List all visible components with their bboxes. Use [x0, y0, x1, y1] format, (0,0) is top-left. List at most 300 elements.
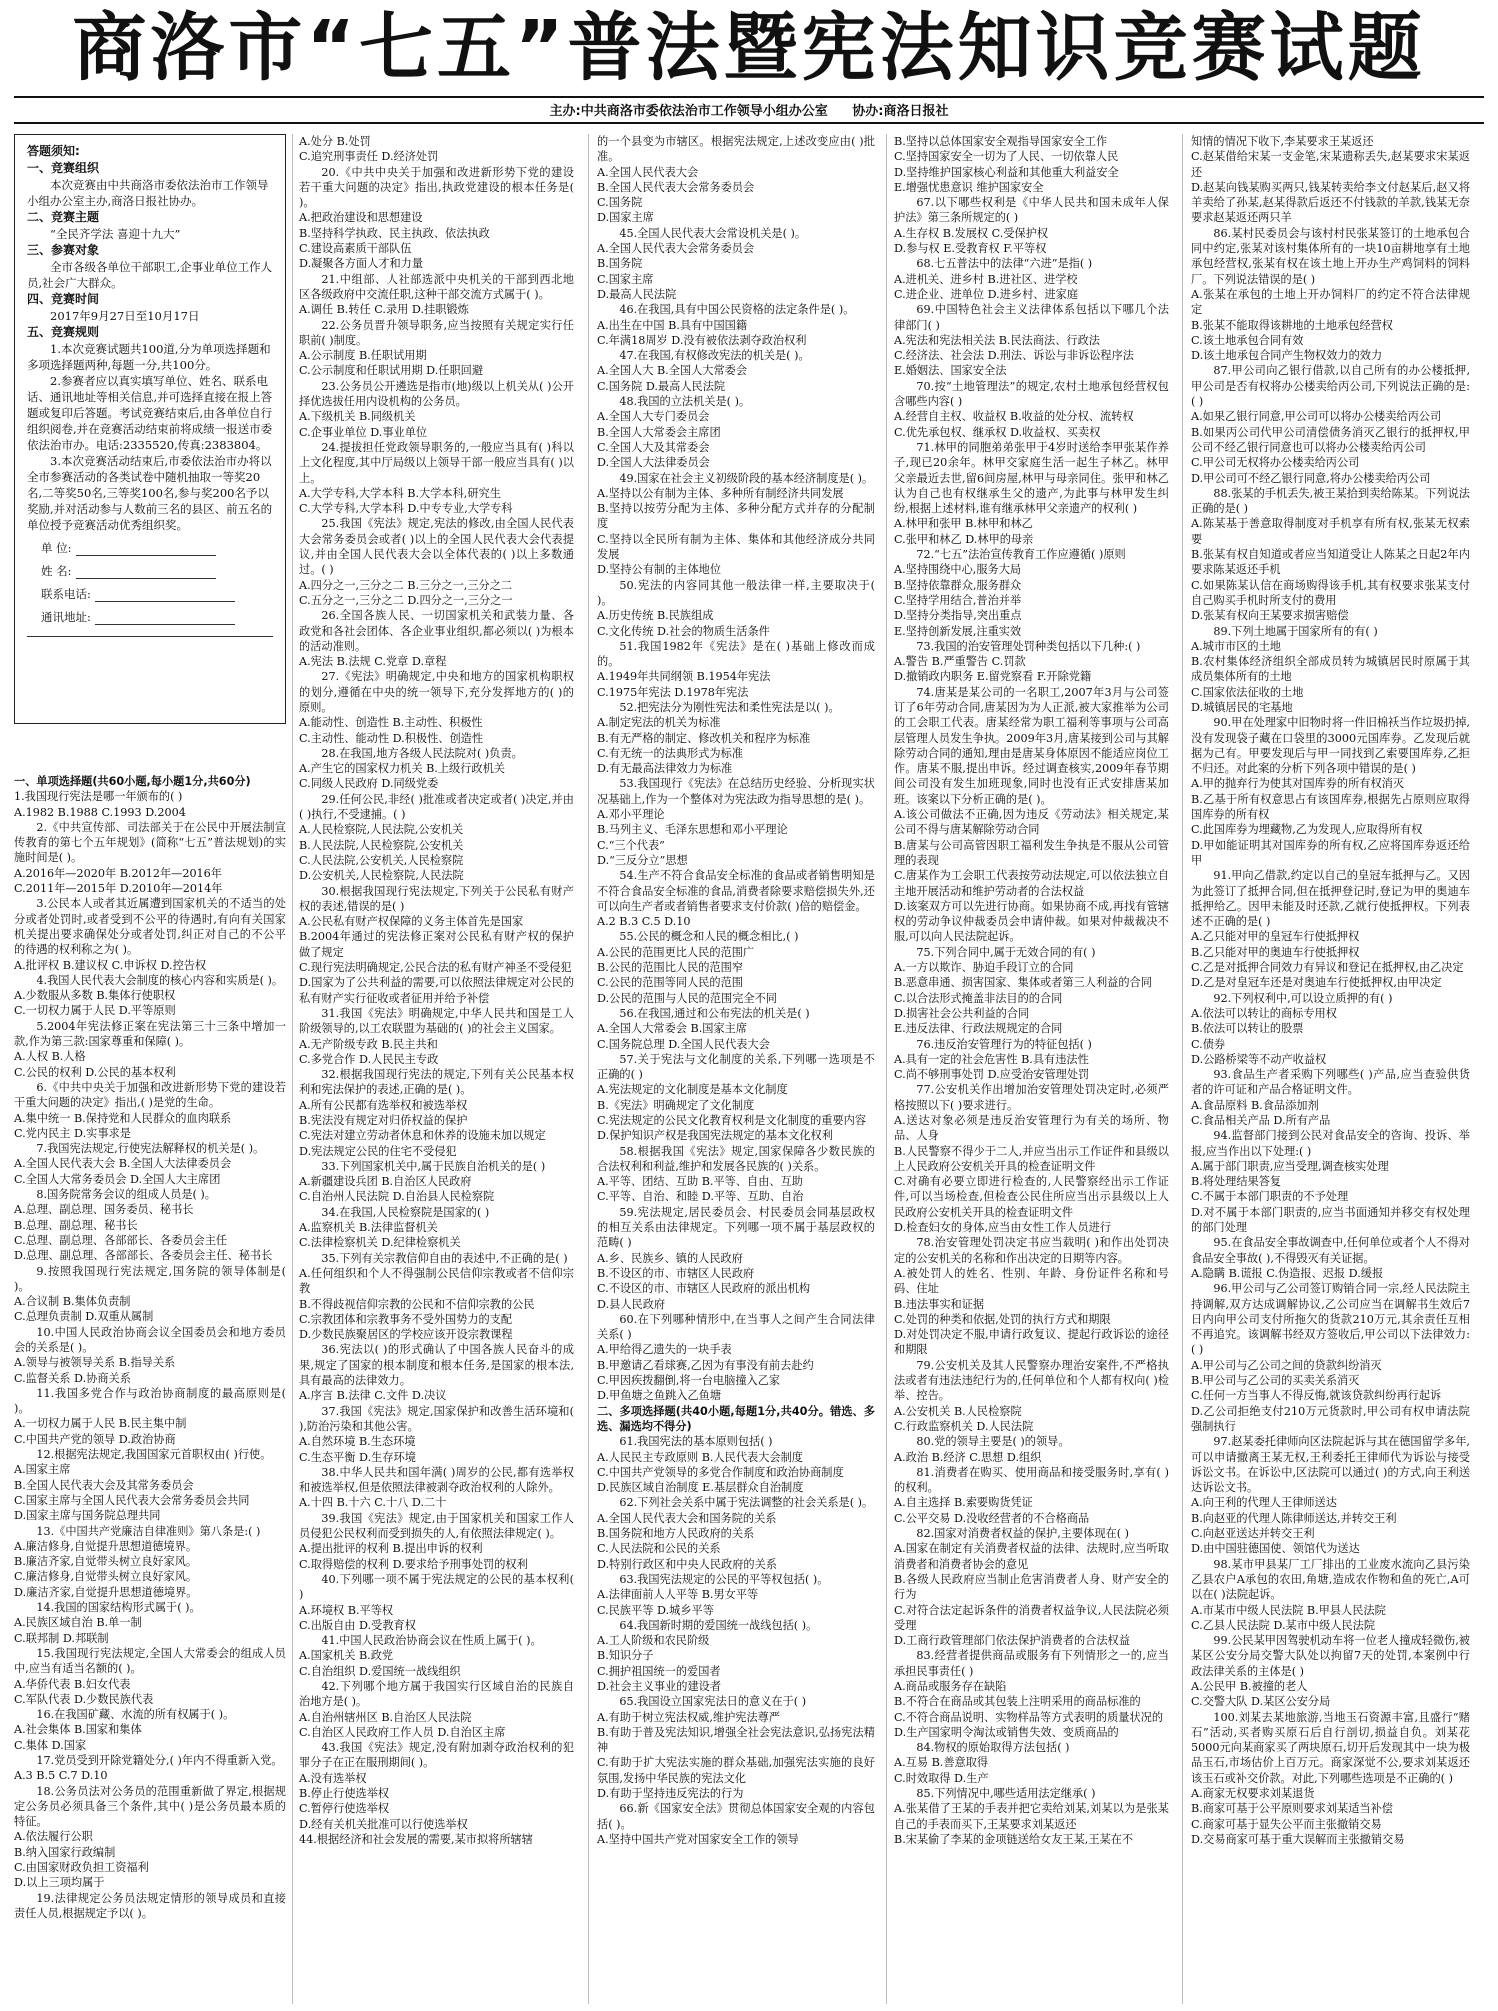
question-line: A.把政治建设和思想建设: [299, 211, 423, 225]
question-line: D.甲公司可不经乙银行同意,将办公楼卖给丙公司: [1191, 471, 1431, 485]
question-line: C.尚不够刑事处罚 D.应受治安管理处罚: [894, 1068, 1090, 1082]
question-line: C.建设高素质干部队伍: [299, 242, 412, 256]
question-line: 42.下列哪个地方属于我国实行区域自治的民族自治地方是( )。: [299, 1679, 574, 1709]
phone-blank[interactable]: [95, 589, 235, 602]
question-line: C.行政监察机关 D.人民法院: [894, 1419, 1034, 1433]
question-line: 51.我国1982年《宪法》是在( )基础上修改而成的。: [597, 639, 875, 669]
question-line: C.中国共产党领导的多党合作制度和政治协商制度: [597, 1465, 844, 1479]
question-line: 23.公务员公开遴选是指市(地)级以上机关从( )公开择优选拔任用内设机构的公务员。: [299, 379, 574, 409]
question-line: A.具有一定的社会危害性 B.具有违法性: [894, 1052, 1089, 1066]
question-line: 78.治安管理处罚决定书应当载明( )和作出处罚决定的公安机关的名称和作出决定的日期等内容。: [894, 1236, 1169, 1265]
question-line: A.如果乙银行同意,甲公司可以将办公楼卖给丙公司: [1191, 410, 1442, 424]
question-line: 2.《中共宣传部、司法部关于在公民中开展法制宣传教育的第七个五年规划》(简称“七五”普法规划)的实施时间是( )。: [14, 820, 286, 865]
question-line: B.全国人民代表大会常务委员会: [597, 180, 755, 194]
question-line: A.提出批评的权利 B.提出申诉的权利: [299, 1542, 483, 1556]
question-line: 97.赵某委托律师向区法院起诉与其在德国留学多年,可以申请撤离王某无权,王利委托王律师代为诉讼与接受诉讼文书。在诉讼中,区法院可以通过( )的方式,向王利送达诉讼文书。: [1191, 1435, 1470, 1495]
question-line: D.最高人民法院: [597, 287, 677, 301]
question-line: B.纳入国家行政编制: [14, 1845, 116, 1859]
question-line: A.国家在制定有关消费者权益的法律、法规时,应当听取消费者和消费者协会的意见: [894, 1542, 1169, 1571]
question-line: 35.下列有关宗教信仰自由的表述中,不正确的是( ): [321, 1251, 568, 1265]
question-line: B.全国人民代表大会及其常务委员会: [14, 1478, 194, 1492]
phone-field[interactable]: [41, 586, 273, 602]
address-blank-extra[interactable]: [27, 635, 273, 637]
question-line: A.少数服从多数 B.集体行使职权: [14, 989, 176, 1003]
question-line: A.自治州辖州区 B.自治区人民法院: [299, 1710, 472, 1724]
question-line: 56.在我国,通过和公布宪法的机关是( ): [619, 1006, 810, 1020]
column-3: [597, 134, 875, 2004]
question-line: C.坚持国家安全一切为了人民、一切依靠人民: [894, 150, 1119, 164]
question-line: A.城市市区的土地: [1191, 639, 1281, 653]
question-line: D.工商行政管理部门依法保护消费者的合法权益: [894, 1634, 1130, 1648]
question-line: C.年满18周岁 D.没有被依法剥夺政治权利: [597, 333, 807, 347]
question-line: A.全国人大专门委员会: [597, 410, 710, 424]
question-line: 91.甲向乙借款,约定以自己的皇冠车抵押与乙。又因为此签订了抵押合同,但在抵押登记时,登记为甲的奥迪车抵押给乙。因甲未能及时还款,乙就行使抵押权。下列表述不正确的是( ): [1191, 869, 1470, 929]
question-line: C.全国人大常务委员会 D.全国人大主席团: [14, 1172, 221, 1186]
question-line: C.张甲和林乙 D.林甲的母亲: [894, 532, 1034, 546]
question-line: A.全国人大 B.全国人大常委会: [597, 364, 748, 378]
question-line: A.甲的抛弃行为使其对国库券的所有权消灭: [1191, 777, 1405, 791]
question-line: D.坚持维护国家核心利益和其他重大利益安全: [894, 165, 1119, 179]
question-line: 10.中国人民政治协商会议全国委员会和地方委员会的关系是( )。: [14, 1325, 286, 1354]
question-line: 39.我国《宪法》规定,由于国家机关和国家工作人员侵犯公民权利而受到损失的人,有依照法律规定( )。: [299, 1511, 574, 1541]
question-line: 36.宪法以( )的形式确认了中国各族人民奋斗的成果,规定了国家的根本制度和根本任务,是国家的根本法,具有最高的法律效力。: [299, 1343, 574, 1388]
question-line: 65.我国设立国家宪法日的意义在于( ): [619, 1695, 807, 1709]
question-line: B.不符合在商品或其包装上注明采用的商品标准的: [894, 1695, 1141, 1709]
question-line: D.公安机关,人民检察院,人民法院: [299, 869, 464, 883]
question-line: C.自治州人民法院 D.自治县人民检察院: [299, 1190, 495, 1204]
question-line: 46.在我国,具有中国公民资格的法定条件是( )。: [619, 303, 855, 317]
question-line: A.宪法和宪法相关法 B.民法商法、行政法: [894, 333, 1100, 347]
question-line: 3.公民本人或者其近属遭到国家机关的不适当的处分或者处罚时,或者受到不公平的待遇时,有向有关国家机关提出要求确保处分或者处罚,纠正对自己的不公平的待遇的权利称之为( )。: [14, 897, 286, 957]
question-line: 82.国家对消费者权益的保护,主要体现在( ): [916, 1527, 1130, 1541]
question-line: A.廉洁修身,自觉提升思想道德境界。: [14, 1539, 198, 1553]
question-line: 62.下列社会关系中属于宪法调整的社会关系是( )。: [619, 1496, 874, 1510]
question-line: D.有无最高法律效力为标准: [597, 762, 733, 776]
question-line: C.坚持以全民所有制为主体、集体和其他经济成分共同发展: [597, 532, 875, 562]
question-line: 59.宪法规定,居民委员会、村民委员会同基层政权的相互关系由法律规定。下列哪一项不属于基层政权的范畴( ): [597, 1205, 875, 1250]
question-line: D.坚持分类指导,突出重点: [894, 609, 1022, 623]
question-line: 11.我国多党合作与政治协商制度的最高原则是( )。: [14, 1386, 286, 1416]
unit-blank[interactable]: [76, 543, 216, 556]
question-line: 17.党员受到开除党籍处分,( )年内不得重新入党。: [36, 1754, 283, 1767]
question-line: C.一切权力属于人民 D.平等原则: [14, 1004, 176, 1018]
phone-label: 联系电话:: [41, 587, 91, 601]
question-line: A.大学专科,大学本科 B.大学本科,研究生: [299, 486, 501, 500]
name-field[interactable]: [41, 563, 273, 579]
question-line: A.自然环境 B.生态环境: [299, 1435, 416, 1449]
question-line: 22.公务员晋升领导职务,应当按照有关规定实行任职前( )制度。: [299, 318, 574, 347]
question-line: A.公民的范围更比人民的范围广: [597, 945, 755, 959]
question-line: 的一个县变为市辖区。根据宪法规定,上述改变应由( )批准。: [597, 135, 875, 164]
question-line: C.公民的范围等同人民的范围: [597, 976, 743, 990]
question-line: 95.在食品安全事故调查中,任何单位或者个人不得对食品安全事故( ),不得毁灭有关证据。: [1191, 1236, 1470, 1265]
question-line: C.多党合作 D.人民民主专政: [299, 1052, 439, 1066]
question-line: A.依法履行公职: [14, 1830, 93, 1844]
question-line: B.甲邀请乙看球赛,乙因为有事没有前去赴约: [597, 1358, 814, 1372]
question-line: A.属于部门职责,应当受理,调查核实处理: [1191, 1159, 1389, 1173]
question-line: 28.在我国,地方各级人民法院对( )负责。: [321, 746, 523, 760]
question-line: C.坚持学用结合,普治并举: [894, 593, 1022, 607]
question-line: C.由国家财政负担工资福利: [14, 1861, 149, 1875]
question-line: 41.中国人民政治协商会议在性质上属于( )。: [321, 1634, 542, 1648]
question-line: B.全国人大常委会主席团: [597, 425, 721, 439]
question-line: 27.《宪法》明确规定,中央和地方的国家机构职权的划分,遵循在中央的统一领导下,充分发挥地方的( )的原则。: [299, 670, 574, 714]
question-line: A.坚持以公有制为主体、多种所有制经济共同发展: [597, 486, 844, 500]
question-line: D.交易商家可基于重大误解而主张撤销交易: [1191, 1832, 1405, 1846]
question-line: A.序言 B.法律 C.文件 D.决议: [299, 1389, 447, 1403]
address-field[interactable]: [41, 609, 273, 625]
question-line: A.林甲和张甲 B.林甲和林乙: [894, 517, 1033, 531]
question-line: B.国务院: [597, 257, 643, 271]
question-line: 48.我国的立法机关是( )。: [619, 395, 751, 409]
question-line: 88.张某的手机丢失,被王某拾到卖给陈某。下列说法正确的是( ): [1191, 486, 1470, 516]
question-line: B.恶意串通、损害国家、集体或者第三人利益的合同: [894, 976, 1152, 990]
question-line: C.时效取得 D.生产: [894, 1771, 989, 1785]
question-line: B.农村集体经济组织全部成员转为城镇居民时原属于其成员集体所有的土地: [1191, 655, 1470, 684]
question-line: A.商家无权要求刘某退货: [1191, 1787, 1315, 1801]
name-label: 姓 名:: [41, 564, 72, 578]
question-line: A.华侨代表 B.妇女代表: [14, 1677, 131, 1691]
question-line: A.全国人民代表大会: [597, 165, 699, 179]
question-line: A.十四 B.十六 C.十八 D.二十: [299, 1496, 447, 1510]
question-line: A.所有公民都有选举权和被选举权: [299, 1098, 468, 1112]
question-line: A.一方以欺诈、胁迫手段订立的合同: [894, 961, 1074, 975]
question-line: C.总理负责制 D.双重从属制: [14, 1310, 154, 1324]
question-line: A.乡、民族乡、镇的人民政府: [597, 1251, 743, 1265]
question-line: 32.根据我国现行宪法的规定,下列有关公民基本权利和宪法保护的表述,正确的是( )。: [299, 1068, 574, 1097]
rule-2: 2.参赛者应以真实填写单位、姓名、联系电话、通讯地址等相关信息,并可选择直接在报上答题或复印后答题。考试竞赛结束后,由各单位自行组织阅卷,并在竞赛活动结束前将成绩一报送市委依法治市办。电话:2335520,传真:2383804。: [27, 374, 273, 452]
question-line: 14.我国的国家结构形式属于( )。: [36, 1601, 201, 1615]
question-line: 89.下列土地属于国家所有的有( ): [1213, 624, 1378, 638]
question-line: 33.下列国家机关中,属于民族自治机关的是( ): [321, 1159, 546, 1173]
address-blank[interactable]: [95, 612, 235, 625]
question-line: E.违反法律、行政法规规定的合同: [894, 1022, 1063, 1036]
question-line: 40.下列哪一项不属于宪法规定的公民的基本权利( ): [299, 1572, 574, 1602]
question-line: A.无产阶级专政 B.民主共和: [299, 1037, 438, 1051]
question-line: C.赵某借给宋某一支金笔,宋某遗称丢失,赵某要求宋某返还: [1191, 150, 1470, 179]
question-line: 13.《中国共产党廉洁自律准则》第八条是:( ): [36, 1524, 261, 1538]
question-line: C.处罚的种类和依据,处罚的执行方式和期限: [894, 1312, 1111, 1326]
question-line: C.现行宪法明确规定,公民合法的私有财产神圣不受侵犯: [299, 961, 572, 975]
question-line: 7.我国宪法规定,行使宪法解释权的机关是( )。: [36, 1142, 265, 1156]
question-line: A.产生它的国家权力机关 B.上级行政机关: [299, 762, 505, 776]
header-rule-bottom: [14, 122, 1484, 124]
question-line: A.全国人民代表大会和国务院的关系: [597, 1511, 777, 1525]
question-line: 76.违反治安管理行为的特征包括( ): [916, 1037, 1092, 1051]
question-line: C.主动性、能动性 D.积极性、创造性: [299, 731, 484, 745]
question-line: C.食品相关产品 D.所有产品: [1191, 1114, 1331, 1127]
question-line: C.乙是对抵押合同效力有异议和登记在抵押权,由乙决定: [1191, 961, 1464, 975]
question-line: A.公示制度 B.任职试用期: [299, 349, 427, 363]
question-line: 75.下列合同中,属于无效合同的有( ): [916, 945, 1096, 959]
question-line: C.“三个代表”: [597, 838, 665, 852]
question-line: 1.我国现行宪法是哪一年颁布的( ): [14, 790, 183, 804]
question-line: 79.公安机关及其人民警察办理治安案件,不严格执法或者有违法违纪行为的,任何单位和个人都有权向( )检举、控告。: [894, 1358, 1169, 1403]
question-line: B.张某不能取得该耕地的土地承包经营权: [1191, 318, 1393, 332]
question-line: C.民族平等 D.城乡平等: [597, 1603, 714, 1617]
question-line: E.坚持创新发展,注重实效: [894, 624, 1022, 638]
question-line: A.1949年共同纲领 B.1954年宪法: [597, 670, 771, 684]
question-line: A.人权 B.人格: [14, 1050, 86, 1064]
question-line: B.公民的范围比人民的范围窄: [597, 961, 744, 975]
question-line: A.出生在中国 B.具有中国国籍: [597, 318, 748, 332]
question-line: D.赵某向钱某购买两只,钱某转卖给李文付赵某后,赵又将羊卖给了孙某,赵某得款后返还不付钱款的羊款,钱某无奈要求赵某返还两只羊: [1191, 180, 1470, 225]
question-line: C.廉洁修身,自觉带头树立良好家风。: [14, 1570, 198, 1584]
question-line: C.对确有必要立即进行检查的,人民警察经出示工作证件,可以当场检查,但检查公民住所应当出示县级以上人民政府公安机关开具的检查证明文件: [894, 1175, 1169, 1219]
question-line: 99.公民某甲因驾驶机动车将一位老人撞成轻微伤,被某区公安分局交警大队处以拘留7天的处罚,本案例中行政法律关系的主体是( ): [1191, 1634, 1470, 1678]
question-line: A.甲公司与乙公司之间的贷款纠纷消灭: [1191, 1358, 1382, 1372]
question-line: 知情的情况下收下,李某要求王某返还: [1191, 135, 1374, 148]
question-line: A.环境权 B.平等权: [299, 1603, 394, 1617]
question-line: C.如果陈某认信在商场购得该手机,其有权要求张某支付自己购买手机时所支付的费用: [1191, 578, 1470, 607]
question-line: B.总理、副总理、秘书长: [14, 1218, 138, 1232]
question-line: A.互易 B.善意取得: [894, 1756, 989, 1770]
question-line: D.乙是对皇冠车还是对奥迪车行使抵押权,由甲决定: [1191, 976, 1442, 990]
page-title: 商洛市“七五”普法暨宪法知识竞赛试题: [72, 5, 1426, 91]
question-line: D.县人民政府: [597, 1297, 666, 1311]
question-line: A.任何组织和个人不得强制公民信仰宗教或者不信仰宗教: [299, 1266, 574, 1296]
section-theme-heading: 二、竞赛主题: [27, 210, 100, 224]
question-line: A.全国人民代表大会 B.全国人大法律委员会: [14, 1157, 232, 1171]
question-line: C.公平交易 D.没收经营者的不合格商品: [894, 1511, 1090, 1525]
question-line: B.坚持以按劳分配为主体、多种分配方式并存的分配制度: [597, 502, 875, 531]
question-line: 55.公民的概念和人民的概念相比,( ): [619, 930, 799, 944]
question-line: 37.我国《宪法》规定,国家保护和改善生活环境和( ),防治污染和其他公害。: [299, 1404, 574, 1433]
question-line: D.生产国家明令淘汰或销售失效、变质商品的: [894, 1725, 1119, 1739]
question-line: C.公示制度和任职试用期 D.任职回避: [299, 364, 484, 378]
question-line: 20.《中共中央关于加强和改进新形势下党的建设若干重大问题的决定》指出,执政党建设的根本任务是( )。: [299, 165, 574, 210]
question-line: A.乙只能对甲的皇冠车行使抵押权: [1191, 930, 1360, 944]
section-time-text: 2017年9月27日至10月17日: [50, 309, 200, 323]
section-time-heading: 四、竞赛时间: [27, 292, 100, 306]
question-line: E.婚姻法、国家安全法: [894, 364, 1007, 378]
section-heading: 一、单项选择题(共60小题,每小题1分,共60分): [14, 775, 251, 788]
question-line: 50.宪法的内容同其他一般法律一样,主要取决于( )。: [597, 578, 875, 607]
question-line: 69.中国特色社会主义法律体系包括以下哪几个法律部门( ): [894, 303, 1169, 332]
question-line: C.国务院 D.最高人民法院: [597, 379, 726, 393]
question-line: 93.食品生产者采购下列哪些( )产品,应当查验供货者的许可证和产品合格证明文件。: [1191, 1068, 1470, 1097]
name-blank[interactable]: [76, 566, 216, 579]
question-line: 31.我国《宪法》明确规定,中华人民共和国是工人阶级领导的,以工农联盟为基础的( )的社会主义国家。: [299, 1006, 574, 1036]
question-line: D.甲如能证明其对国库券的所有权,乙应将国库券返还给甲: [1191, 838, 1470, 867]
question-line: A.民族区域自治 B.单一制: [14, 1616, 142, 1630]
question-line: D.该土地承包合同产生物权效力的效力: [1191, 349, 1383, 363]
question-line: A.一切权力属于人民 B.民主集中制: [14, 1417, 187, 1431]
question-line: C.拥护祖国统一的爱国者: [597, 1664, 721, 1678]
question-line: 70.按“土地管理法”的规定,农村土地承包经营权包含哪些内容( ): [894, 379, 1169, 409]
question-line: C.2011年—2015年 D.2010年—2014年: [14, 882, 223, 896]
header-rule-top: [14, 96, 1484, 98]
question-line: 64.我国新时期的爱国统一战线包括( )。: [619, 1618, 818, 1632]
section-theme-text: “全民齐学法 喜迎十九大”: [50, 227, 181, 241]
question-line: B.有助于普及宪法知识,增强全社会宪法意识,弘扬宪法精神: [597, 1725, 875, 1755]
question-line: D.国家主席: [597, 211, 654, 225]
question-line: A.食品原料 B.食品添加剂: [1191, 1098, 1319, 1112]
question-line: 90.甲在处理家中旧物时将一件旧棉袄当作垃圾扔掉,没有发现袋子藏在口袋里的3000元国库券。乙发现后就据为己有。甲要发现后与甲一同找到乙索要国库券,乙拒不归还。对此案的分析下列各项中错误的是( ): [1191, 716, 1470, 776]
question-line: C.商家可基于显失公平而主张撤销交易: [1191, 1817, 1382, 1831]
question-line: B.人民法院,人民检察院,公安机关: [299, 838, 464, 852]
question-line: D.特别行政区和中央人民政府的关系: [597, 1557, 777, 1571]
question-line: C.国家依法征收的土地: [1191, 685, 1304, 699]
question-line: 96.甲公司与乙公司签订购销合同一宗,经人民法院主持调解,双方达成调解协议,乙公司应当在调解书生效后7日内向甲公司支付所拖欠的货款210万元,其余责任互相不再追究。该调解书经双方签收后,甲公司以下法律效力:( ): [1191, 1282, 1470, 1357]
question-line: 8.国务院常务会议的组成人员是( )。: [36, 1188, 216, 1202]
question-line: B.如果丙公司代甲公司清偿债务消灭乙银行的抵押权,甲公司不经乙银行同意也可以将办公楼卖给丙公司: [1191, 425, 1470, 454]
question-line: D.城镇居民的宅基地: [1191, 700, 1293, 714]
question-line: A.甲给得乙遗失的一块手表: [597, 1343, 732, 1357]
question-line: D.全国人大法律委员会: [597, 456, 710, 470]
question-line: 67.以下哪些权利是《中华人民共和国未成年人保护法》第三条所规定的( ): [894, 196, 1169, 225]
question-line: C.交警大队 D.某区公安分局: [1191, 1695, 1331, 1709]
question-line: A.新疆建设兵团 B.自治区人民政府: [299, 1175, 472, 1189]
question-line: A.工人阶级和农民阶级: [597, 1634, 710, 1648]
question-line: 57.关于宪法与文化制度的关系,下列哪一选项是不正确的( ): [597, 1052, 875, 1082]
question-line: C.该土地承包合同有效: [1191, 333, 1304, 347]
question-line: 80.党的领导主要是( )的领导。: [916, 1435, 1070, 1449]
question-line: A.合议制 B.集体负责制: [14, 1295, 131, 1309]
question-line: 9.按照我国现行宪法规定,国务院的领导体制是( )。: [14, 1264, 286, 1293]
question-line: D.坚持公有制的主体地位: [597, 563, 722, 577]
question-line: D.检查妇女的身体,应当由女性工作人员进行: [894, 1221, 1112, 1235]
question-line: C.国务院: [597, 196, 643, 210]
question-line: A.1982 B.1988 C.1993 D.2004: [14, 805, 186, 819]
question-line: A.法律面前人人平等 B.男女平等: [597, 1588, 759, 1602]
question-line: C.军队代表 D.少数民族代表: [14, 1692, 154, 1706]
question-line: A.坚持围绕中心,服务大局: [894, 563, 1022, 577]
question-line: B.不设区的市、市辖区人民政府: [597, 1266, 755, 1280]
question-line: 60.在下列哪种情形中,在当事人之间产生合同法律关系( ): [597, 1312, 875, 1342]
question-line: B.《宪法》明确规定了文化制度: [597, 1098, 755, 1112]
question-line: C.法律检察机关 D.纪律检察机关: [299, 1236, 461, 1250]
question-line: D.总理、副总理、各部部长、各委员会主任、秘书长: [14, 1249, 273, 1263]
question-line: A.宪法规定的文化制度是基本文化制度: [597, 1083, 788, 1097]
question-line: C.债券: [1191, 1037, 1226, 1051]
question-line: A.全国人大常委会 B.国家主席: [597, 1022, 748, 1036]
question-line: A.宪法 B.法规 C.党章 D.章程: [299, 655, 447, 669]
question-line: D.公民的范围与人民的范围完全不同: [597, 991, 777, 1005]
question-line: A.社会集体 B.国家和集体: [14, 1723, 142, 1737]
question-line: B.向赵亚的代理人陈律师送达,并转交王利: [1191, 1511, 1397, 1525]
question-line: A.市某市中级人民法院 B.甲县人民法院: [1191, 1603, 1386, 1617]
question-line: D.国家主席与国务院总理共同: [14, 1509, 161, 1523]
question-line: C.向赵亚送达并转交王利: [1191, 1527, 1315, 1541]
question-line: 15.我国现行宪法规定,全国人大常委会的组成人员中,应当有适当名额的( )。: [14, 1646, 286, 1676]
question-line: C.乙县人民法院 D.某市中级人民法院: [1191, 1618, 1376, 1632]
section-rules-heading: 五、竞赛规则: [27, 325, 100, 339]
question-line: A.四分之一,三分之二 B.三分之一,三分之二: [299, 578, 513, 592]
question-line: 19.法律规定公务员法规定情形的领导成员和直接责任人员,根据规定予以( )。: [14, 1891, 286, 1920]
question-line: A.政治 B.经济 C.思想 D.组织: [894, 1450, 1042, 1464]
question-line: B.各级人民政府应当制止危害消费者人身、财产安全的行为: [894, 1572, 1169, 1602]
question-line: C.唐某作为工会职工代表按劳动法规定,可以依法独立自主地开展活动和维护劳动者的合法权益: [894, 869, 1169, 898]
question-line: A.历史传统 B.民族组成: [597, 609, 714, 623]
question-line: A.处分 B.处罚: [299, 135, 371, 148]
question-line: C.自治组织 D.爱国统一战线组织: [299, 1664, 461, 1678]
question-line: A.公民私有财产权保障的义务主体首先是国家: [299, 915, 524, 929]
question-line: A.有助于树立宪法权威,维护宪法尊严: [597, 1710, 781, 1724]
question-line: D.保护知识产权是我国宪法规定的基本文化权利: [597, 1129, 833, 1143]
question-line: 66.新《国家安全法》贯彻总体国家安全观的内容包括( )。: [597, 1802, 875, 1831]
question-line: C.优先承包权、继承权 D.收益权、买卖权: [894, 425, 1101, 439]
question-line: A.调任 B.转任 C.录用 D.挂职锻炼: [299, 303, 469, 317]
question-line: A.人民民主专政原则 B.人民代表大会制度: [597, 1450, 803, 1464]
question-line: 29.任何公民,非经( )批准或者决定或者( )决定,并由( )执行,不受逮捕。( ): [299, 792, 574, 822]
question-line: D.张某有权向王某要求损害赔偿: [1191, 609, 1349, 623]
question-line: 16.在我国矿藏、水流的所有权属于( )。: [36, 1708, 235, 1722]
column-1: [14, 774, 286, 2004]
question-line: C.公民的权利 D.公民的基本权利: [14, 1065, 176, 1079]
question-line: D.有助于坚持违反宪法的行为: [597, 1787, 744, 1801]
question-line: C.暂停行使选举权: [299, 1802, 390, 1816]
question-line: 87.甲公司向乙银行借款,以自己所有的办公楼抵押,甲公司是否有权将办公楼卖给丙公司,下列说法正确的是:( ): [1191, 364, 1470, 409]
question-line: C.甲公司无权将办公楼卖给丙公司: [1191, 456, 1360, 470]
question-line: C.任何一方当事人不得反悔,就该贷款纠纷再行起诉: [1191, 1389, 1442, 1403]
question-line: 84.物权的原始取得方法包括( ): [916, 1741, 1070, 1755]
question-line: 5.2004年宪法修正案在宪法第三十三条中增加一款,作为第三款:国家尊重和保障( )。: [14, 1019, 286, 1049]
unit-label: 单 位:: [41, 541, 72, 555]
question-line: C.出版自由 D.受教育权: [299, 1618, 416, 1632]
question-line: A.张某借了王某的手表并把它卖给刘某,刘某以为是张某自己的手表而买下,王某要求刘某返还: [894, 1802, 1169, 1831]
question-line: A.下级机关 B.同级机关: [299, 410, 416, 424]
question-line: A.公民甲 B.被撞的老人: [1191, 1679, 1308, 1693]
question-line: 83.经营者提供商品或服务有下列情形之一的,应当承担民事责任( ): [894, 1649, 1169, 1678]
question-line: C.国家主席: [597, 272, 654, 286]
question-line: 72.“七五”法治宣传教育工作应遵循( )原则: [916, 548, 1126, 562]
question-line: 38.中华人民共和国年满( )周岁的公民,都有选举权和被选举权,但是依照法律被剥夺政治权利的人除外。: [299, 1465, 574, 1495]
question-line: B.将处理结果答复: [1191, 1175, 1282, 1189]
question-line: 26.全国各族人民、一切国家机关和武装力量、各政党和各社会团体、各企业事业组织,都必须以( )为根本的活动准则。: [299, 609, 574, 653]
question-line: C.中国共产党的领导 D.政治协商: [14, 1432, 176, 1446]
question-line: A.制定宪法的机关为标准: [597, 716, 721, 730]
question-line: 24.提拔担任党政领导职务的,一般应当具有( )科以上文化程度,其中厅局级以上领导干部一般应当具有( )以上。: [299, 440, 574, 485]
question-line: 25.我国《宪法》规定,宪法的修改,由全国人民代表大会常务委员会或者( )以上的全国人民代表大会代表提议,并由全国人民代表大会以全体代表的( )以上多数通过。( ): [299, 517, 574, 577]
question-line: 81.消费者在购买、使用商品和接受服务时,享有( )的权利。: [894, 1465, 1169, 1495]
question-line: D.公路桥梁等不动产收益权: [1191, 1052, 1327, 1066]
question-line: C.不符合商品说明、实物样品等方式表明的质量状况的: [894, 1710, 1164, 1724]
question-line: B.马列主义、毛泽东思想和邓小平理论: [597, 823, 788, 837]
question-line: 6.《中共中央关于加强和改进新形势下党的建设若干重大问题的决定》指出,( )是党的生命。: [14, 1080, 286, 1110]
question-line: C.同级人民政府 D.同级党委: [299, 777, 439, 791]
question-line: C.监督关系 D.协商关系: [14, 1371, 131, 1385]
question-line: C.此国库券为埋藏物,乙为发现人,应取得所有权: [1191, 823, 1423, 837]
question-line: C.人民法院和公民的关系: [597, 1542, 721, 1556]
question-line: C.有助于扩大宪法实施的群众基础,加强宪法实施的良好氛围,发扬中华民族的宪法文化: [597, 1756, 875, 1785]
column-2: [299, 134, 574, 2004]
question-line: A.总理、副总理、国务委员、秘书长: [14, 1203, 194, 1217]
question-line: A.该公司做法不正确,因为违反《劳动法》相关规定,某公司不得与唐某解除劳动合同: [894, 808, 1169, 837]
question-line: A.2016年—2020年 B.2012年—2016年: [14, 866, 222, 880]
question-line: A.坚持中国共产党对国家安全工作的领导: [597, 1832, 799, 1846]
question-line: D.民族区域自治制度 E.基层群众自治制度: [597, 1481, 804, 1495]
question-line: D.撤销政内职务 E.留党察看 F.开除党籍: [894, 670, 1092, 684]
unit-field[interactable]: [41, 540, 273, 556]
answer-notice-box: [14, 134, 286, 724]
question-line: A.张某在承包的土地上开办饲料厂的约定不符合法律规定: [1191, 287, 1470, 317]
question-line: 61.我国宪法的基本原则包括( ): [619, 1435, 773, 1449]
columns-area: [14, 134, 1484, 2004]
question-line: A.商品或服务存在缺陷: [894, 1679, 1007, 1693]
question-line: A.自主选择 B.索要购货凭证: [894, 1496, 1033, 1510]
question-line: A.陈某基于善意取得制度对手机享有所有权,张某无权索要: [1191, 517, 1470, 546]
question-line: A.没有选举权: [299, 1771, 367, 1785]
column-5: [1191, 134, 1470, 2004]
question-line: B.坚持科学执政、民主执政、依法执政: [299, 226, 490, 240]
question-line: 12.根据宪法规定,我国国家元首职权由( )行使。: [36, 1448, 272, 1462]
question-line: D.对不属于本部门职责的,应当书面通知并移交有权处理的部门处理: [1191, 1205, 1470, 1235]
sponsor-line: [0, 100, 1498, 119]
question-line: 44.根据经济和社会发展的需要,某市拟将所辖辖: [299, 1832, 533, 1846]
question-line: A.向王利的代理人王律师送达: [1191, 1496, 1337, 1510]
question-line: C.党内民主 D.实事求是: [14, 1126, 131, 1140]
